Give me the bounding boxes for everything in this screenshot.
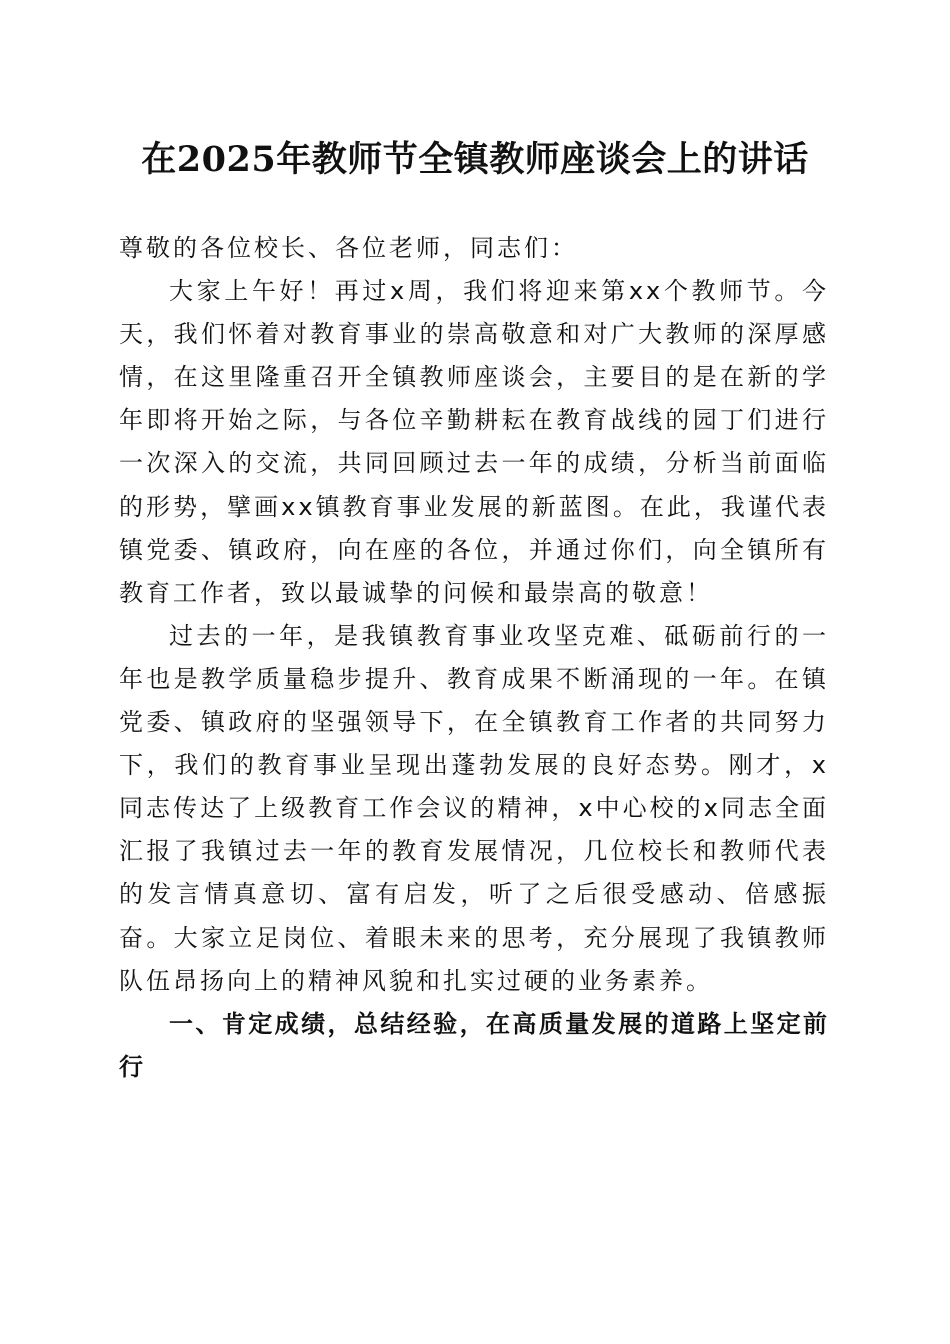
section-heading: 一、肯定成绩，总结经验，在高质量发展的道路上坚定前行 [119, 1009, 829, 1081]
paragraph-review: 过去的一年，是我镇教育事业攻坚克难、砥砺前行的一年也是教学质量稳步提升、教育成果不断涌现的一年。在镇党委、镇政府的坚强领导下，在全镇教育工作者的共同努力下，我们的教育事业呈现出蓬勃发展的良好态势。刚才，x同志传达了上级教育工作会议的精神，x中心校的x同志全面汇报了我镇过去一年的教育发展情况，几位校长和教师代表的发言情真意切、富有启发，听了之后很受感动、倍感振奋。大家立足岗位、着眼未来的思考，充分展现了我镇教师队伍昂扬向上的精神风貌和扎实过硬的业务素养。 [119, 621, 829, 995]
document-body [119, 227, 829, 1089]
paragraph-opening: 大家上午好！再过x周，我们将迎来第xx个教师节。今天，我们怀着对教育事业的崇高敬意和对广大教师的深厚感情，在这里隆重召开全镇教师座谈会，主要目的是在新的学年即将开始之际，与各位辛勤耕耘在教育战线的园丁们进行一次深入的交流，共同回顾过去一年的成绩，分析当前面临的形势，擘画xx镇教育事业发展的新蓝图。在此，我谨代表镇党委、镇政府，向在座的各位，并通过你们，向全镇所有教育工作者，致以最诚挚的问候和最崇高的敬意！ [119, 277, 829, 607]
document-title: 在2025年教师节全镇教师座谈会上的讲话 [141, 139, 809, 180]
salutation: 尊敬的各位校长、各位老师，同志们： [119, 234, 578, 262]
